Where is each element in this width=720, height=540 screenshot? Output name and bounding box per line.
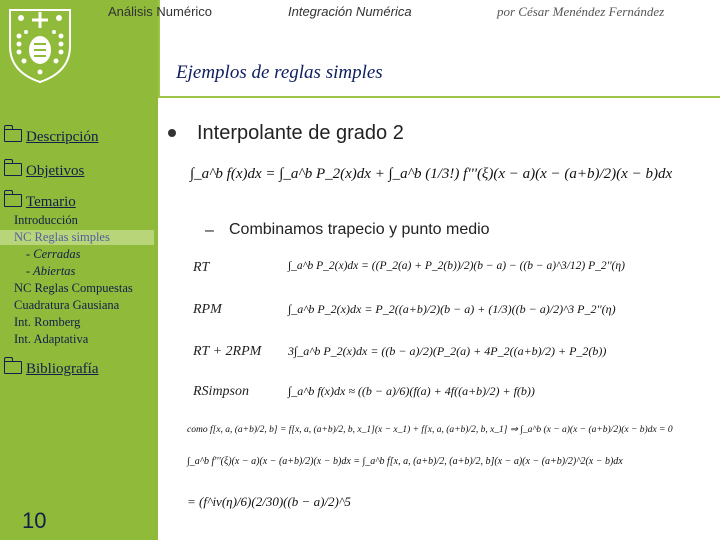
label-rt-2rpm: RT + 2RPM bbox=[193, 344, 262, 359]
nav-descripcion[interactable] bbox=[4, 129, 98, 146]
folder-open-icon bbox=[4, 194, 22, 207]
nav-label: Bibliografía bbox=[26, 361, 99, 377]
subbullet-dash: – bbox=[205, 222, 214, 239]
formula-error-integral: ∫_a^b f'''(ξ)(x − a)(x − (a+b)/2)(x − b)dx = ∫_a^b f[x, a, (a+b)/2, (a+b)/2, b](x − a)(x − (a+b)/2)^2(x − b)dx bbox=[187, 456, 623, 467]
subnav-cuadratura-gausiana[interactable]: Cuadratura Gausiana bbox=[14, 298, 120, 312]
folder-icon bbox=[4, 163, 22, 176]
subnav-nc-reglas-compuestas[interactable]: NC Reglas Compuestas bbox=[14, 281, 133, 295]
formula-rt-2rpm: 3∫_a^b P_2(x)dx = ((b − a)/2)(P_2(a) + 4P_2((a+b)/2) + P_2(b)) bbox=[288, 344, 607, 358]
formula-error-result: = (f^iv(η)/6)(2/30)((b − a)/2)^5 bbox=[187, 494, 351, 509]
nav-label: Objetivos bbox=[26, 163, 85, 179]
formula-rpm: ∫_a^b P_2(x)dx = P_2((a+b)/2)(b − a) + (1/3)((b − a)/2)^3 P_2''(η) bbox=[288, 302, 616, 316]
header-divider bbox=[158, 96, 720, 98]
label-rpm: RPM bbox=[193, 302, 222, 317]
nav-bibliografia[interactable] bbox=[4, 361, 98, 378]
subnav-cerradas[interactable]: - Cerradas bbox=[26, 247, 81, 261]
folder-icon bbox=[4, 361, 22, 374]
label-rt: RT bbox=[193, 260, 210, 275]
subnav-abiertas[interactable]: - Abiertas bbox=[26, 264, 76, 278]
nav-temario[interactable] bbox=[4, 194, 76, 211]
header-course-title: Análisis Numérico bbox=[108, 4, 213, 19]
subnav-introduccion[interactable]: Introducción bbox=[14, 213, 78, 227]
section-title: Ejemplos de reglas simples bbox=[176, 62, 383, 83]
formula-main: ∫_a^b f(x)dx = ∫_a^b P_2(x)dx + ∫_a^b (1/3!) f'''(ξ)(x − a)(x − (a+b)/2)(x − b)dx bbox=[190, 166, 673, 182]
formula-rsimpson: ∫_a^b f(x)dx ≈ ((b − a)/6)(f(a) + 4f((a+b)/2) + f(b)) bbox=[288, 384, 535, 398]
subnav-int-romberg[interactable]: Int. Romberg bbox=[14, 315, 81, 329]
subnav-nc-reglas-simples[interactable]: NC Reglas simples bbox=[0, 230, 154, 245]
label-rsimpson: RSimpson bbox=[193, 384, 249, 399]
folder-icon bbox=[4, 129, 22, 142]
nav-label: Temario bbox=[26, 194, 76, 210]
header-author: por César Menéndez Fernández bbox=[497, 4, 665, 19]
subnav-int-adaptativa[interactable]: Int. Adaptativa bbox=[14, 332, 89, 346]
subbullet-text: Combinamos trapecio y punto medio bbox=[229, 221, 490, 238]
page-number: 10 bbox=[22, 508, 47, 533]
bullet-text: Interpolante de grado 2 bbox=[197, 122, 404, 144]
header-topic: Integración Numérica bbox=[288, 4, 412, 19]
bullet-dot bbox=[168, 129, 176, 137]
nav-label: Descripción bbox=[26, 129, 99, 145]
nav-objetivos[interactable] bbox=[4, 163, 84, 180]
formula-como: como f[x, a, (a+b)/2, b] = f[x, a, (a+b)/2, b, x_1](x − x_1) + f[x, a, (a+b)/2, b, x_1] ⇒ ∫_a^b (x − a)(x − (a+b)/2)(x − b)dx = 0 bbox=[187, 425, 673, 435]
university-logo bbox=[6, 6, 74, 84]
formula-rt: ∫_a^b P_2(x)dx = ((P_2(a) + P_2(b))/2)(b − a) − ((b − a)^3/12) P_2''(η) bbox=[288, 260, 625, 272]
